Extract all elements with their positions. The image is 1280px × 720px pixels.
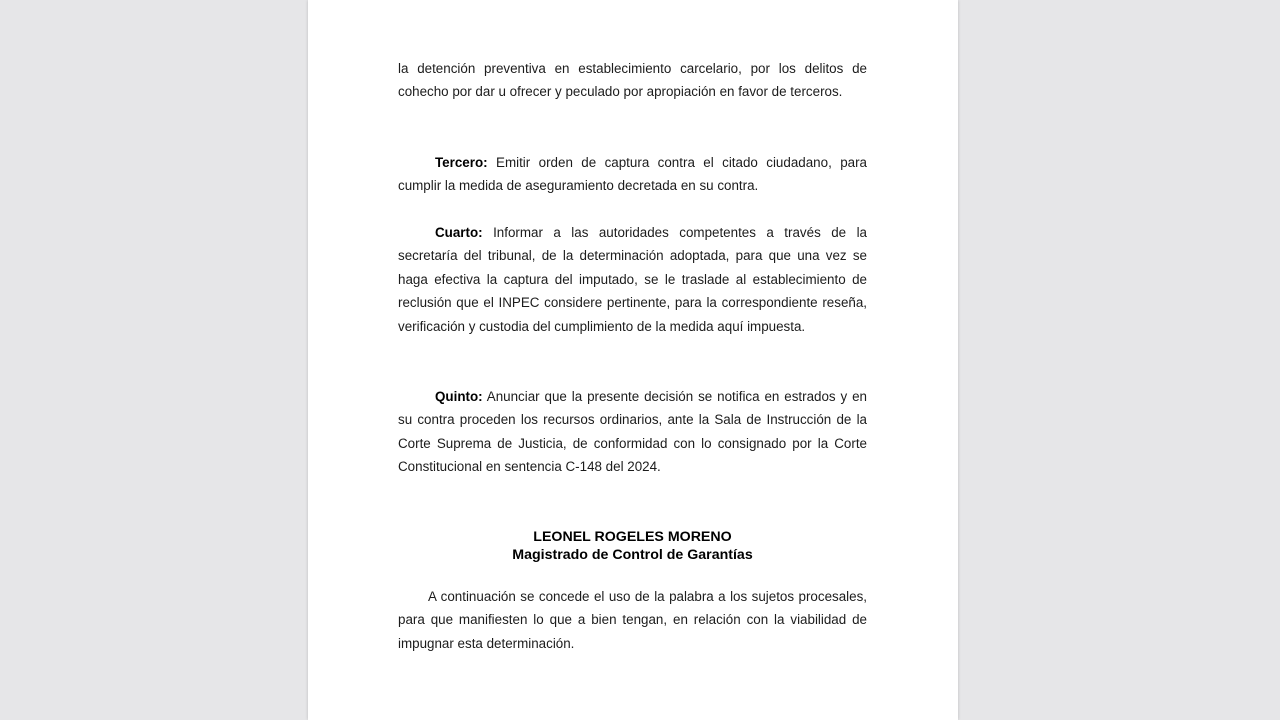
closing-text: A continuación se concede el uso de la palabra a los sujetos procesales, para que manifiesten lo que a bien tengan, en relación con la viabilidad de impugnar esta determinación. xyxy=(398,589,867,651)
tercero-text: Emitir orden de captura contra el citado ciudadano, para cumplir la medida de aseguramiento decretada en su contra. xyxy=(398,155,867,194)
quinto-text: Anunciar que la presente decisión se notifica en estrados y en su contra proceden los recursos ordinarios, ante la Sala de Instrucción de la Corte Suprema de Justicia, de conformidad con lo consignado por la Corte Constitucional en sentencia C-148 del 2024. xyxy=(398,389,867,475)
signature-title: Magistrado de Control de Garantías xyxy=(512,547,753,563)
quinto-lead: Quinto: xyxy=(435,389,483,404)
paragraph-continuation xyxy=(398,57,867,104)
document-page xyxy=(308,0,958,720)
cuarto-lead: Cuarto: xyxy=(435,225,483,240)
cuarto-text: Informar a las autoridades competentes a través de la secretaría del tribunal, de la determinación adoptada, para que una vez se haga efectiva la captura del imputado, se le traslade al establecimiento de reclusión que el INPEC considere pertinente, para la correspondiente reseña, verificación y custodia del cumplimiento de la medida aquí impuesta. xyxy=(398,225,867,334)
signature-name: LEONEL ROGELES MORENO xyxy=(533,529,732,545)
signature-block xyxy=(398,528,867,564)
tercero-lead: Tercero: xyxy=(435,155,488,170)
paragraph-closing xyxy=(398,585,867,655)
paragraph-quinto xyxy=(398,385,867,479)
paragraph-cuarto xyxy=(398,221,867,338)
paragraph-tercero xyxy=(398,151,867,198)
paragraph-continuation-text: la detención preventiva en establecimiento carcelario, por los delitos de cohecho por dar u ofrecer y peculado por apropiación en favor de terceros. xyxy=(398,61,867,100)
